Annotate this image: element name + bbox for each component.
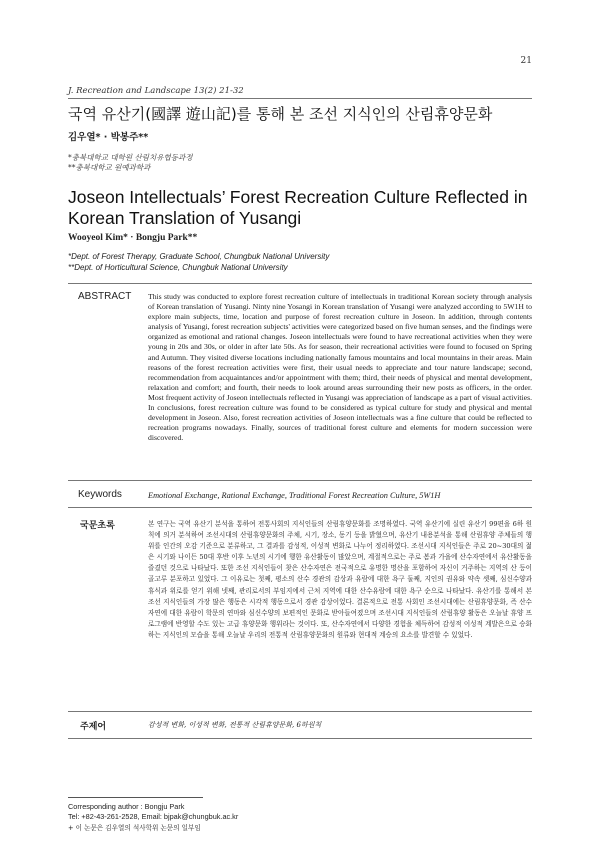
keywords-top-rule: [68, 480, 532, 481]
english-authors: Wooyeol Kim* · Bongju Park**: [68, 233, 198, 243]
thesis-note: + 이 논문은 김우열의 석사학위 논문의 일부임: [68, 824, 201, 832]
english-affiliation-1: *Dept. of Forest Therapy, Graduate School, Chungbuk National University: [68, 252, 330, 261]
corresponding-author: Corresponding author : Bongju Park: [68, 802, 185, 811]
abstract-text: This study was conducted to explore forest recreation culture of intellectuals in traditional Korean society through analysis of Korean translation of Yusangi. Ninty nine Yosangi in Korean translation of Yusangi were analyzed according to 5W1H to explore main subjects, time, location and purpose of forest recreation culture in Joseon. In addition, through contents analysis of Yusangi, forest recreation subjects' activities were categorized based on five human senses, and the findings were organized as emotional and rational changes. Joseon intellectuals were found to have recreational activities when they were young in 20s and 30s, or older in after late 50s. As for season, their recreational activities were found to focused on Spring and Autumn. They visited diverse locations including nationally famous mountains and local mountains in their areas. Main reasons of the forest recreation activities were first, their usual needs to appreciate and tour nature landscape; second, recommendation from acquaintances and/or appointment with them; third, their needs of physical and mental development, relaxation and comfort; and fourth, their needs to look around areas surrounding their new posts as officers, in the order. Most frequent activity of Joseon intellectuals reflected in Yusangi was appreciation of landscape as a part of visual activities. In conclusions, forest recreation culture was found to be considered as typical culture for study and physical and mental development in Joseon. Also, forest recreation activities of Joseon intellectuals was a fine culture that could be reflected to recreation programs nowadays. Finally, sources of traditional forest culture and elements for modern succession were discovered.: [148, 292, 532, 443]
footnote-rule: [68, 797, 203, 798]
page-number: 21: [520, 56, 532, 66]
korean-abstract-text: 본 연구는 국역 유산기 분석을 통하여 전통사회의 지식인들의 산림휴양문화를 조명하였다. 국역 유산기에 실린 유산기 99편을 6하 원칙에 의거 분석하여 조선시대의 산림휴양문화의 주체, 시기, 장소, 동기 등을 밝혔으며, 유산기 내용분석을 통해 산림휴양 주체들의 행위를 인간의 오감 기준으로 분류하고, 그 결과를 감성적, 이성적 변화로 나누어 정리하였다. 조선시대 지식인들은 주로 20~30대의 젊은 시기와 나이든 50대 후반 이후 노년의 시기에 행한 유산활동이 많았으며, 계절적으로는 주로 봄과 가을에 산수자연에서 유산활동을 즐겼던 것으로 나타났다. 또한 조선 지식인들이 찾은 산수자연은 전국적으로 유명한 명산을 포함하여 자신이 거주하는 지역의 산 등이 골고루 분포하고 있었다. 그 이유로는 첫째, 평소의 산수 경관의 감상과 유람에 대한 욕구 둘째, 지인의 권유와 약속 셋째, 심신수양과 휴식과 위로를 얻기 위해 넷째, 관리로서의 부임지에서 근처 지역에 대한 산수유람에 대한 욕구 순으로 나타났다. 유산기를 통해서 본 조선 지식인들의 가장 많은 행동은 시각적 행동으로서 경관 감상이었다. 결론적으로 전통 사회인 조선시대에는 산림휴양문화, 즉 산수자연에 대한 유람이 학문의 연마와 심신수양의 보편적인 문화로 받아들여졌으며 조선시대 지식인들의 산림휴양 활동은 오늘날 휴양 프로그램에 반영할 수도 있는 고급 휴양문화 행위라는 것이다. 또, 산수자연에서 다양한 경험을 체득하여 감성적 이성적 계발은으로 승화하는 지식인의 모습을 통해 오늘날 우리의 전통적 산림휴양문화의 원류와 현대적 계승의 요소를 발견할 수 있었다.: [148, 520, 532, 639]
korean-affiliation-2: **충북대학교 원예과학과: [68, 163, 151, 172]
english-affiliation-2: **Dept. of Horticultural Science, Chungbuk National University: [68, 263, 288, 272]
author-contact: Tel: +82-43-261-2528, Email: bjpak@chungbuk.ac.kr: [68, 812, 239, 821]
korean-keywords-text: 감성적 변화, 이성적 변화, 전통적 산림휴양문화, 6하원칙: [148, 721, 322, 729]
keywords-label: Keywords: [78, 489, 122, 500]
korean-keywords-bottom-rule: [68, 738, 532, 739]
korean-abstract-top-rule: [68, 507, 532, 508]
abstract-label: ABSTRACT: [78, 291, 132, 302]
keywords-text: Emotional Exchange, Rational Exchange, Traditional Forest Recreation Culture, 5W1H: [148, 491, 441, 500]
korean-abstract-label: 국문초록: [80, 521, 115, 531]
korean-affiliation-1: *충북대학교 대학원 산림치유협동과정: [68, 153, 193, 162]
korean-title: 국역 유산기(國譯 遊山記)를 통해 본 조선 지식인의 산림휴양문화: [68, 105, 493, 123]
english-title: Joseon Intellectuals’ Forest Recreation Culture Reflected in Korean Translation of Yusangi: [68, 187, 528, 228]
abstract-top-rule: [68, 283, 532, 284]
journal-citation: J. Recreation and Landscape 13(2) 21-32: [68, 86, 244, 96]
korean-keywords-top-rule: [68, 711, 532, 712]
header-rule: [68, 98, 532, 99]
korean-authors: 김우열* · 박봉주**: [68, 132, 149, 143]
korean-keywords-label: 주제어: [80, 722, 107, 732]
